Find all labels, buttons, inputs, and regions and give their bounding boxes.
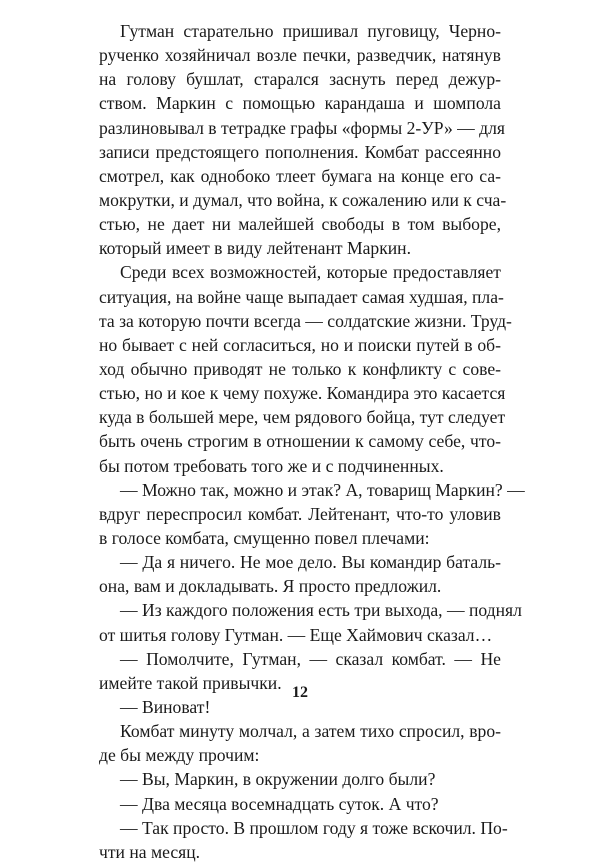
text-line: записи предстоящего пополнения. Комбат рассеянно bbox=[99, 141, 501, 162]
text-line: ситуация, на войне чаще выпадает самая худшая, пла- bbox=[99, 286, 504, 307]
text-line: разлиновывал в тетрадке графы «формы 2-УР» — для bbox=[99, 117, 505, 138]
text-line: Гутман старательно пришивал пуговицу, Черно- bbox=[120, 21, 501, 41]
text-line: от шитья голову Гутман. — Еще Хаймович сказал… bbox=[99, 624, 493, 645]
text-line: но бывает с ней согласиться, но и поиски путей в об- bbox=[99, 334, 501, 355]
text-line: имейте такой привычки. bbox=[99, 672, 282, 693]
text-line: ством. Маркин с помощью карандаша и шомпола bbox=[99, 93, 501, 114]
text-line: она, вам и докладывать. Я просто предложил. bbox=[99, 576, 442, 597]
text-line: чти на месяц. bbox=[99, 841, 201, 862]
text-line: ход обычно приводят не только к конфликту с сове- bbox=[99, 358, 501, 379]
text-line: мокрутки, и думал, что война, к сожалению или к сча- bbox=[99, 189, 507, 210]
text-line: — Виноват! bbox=[120, 696, 211, 717]
text-line: — Из каждого положения есть три выхода, — поднял bbox=[120, 600, 522, 621]
text-line: — Помолчите, Гутман, — сказал комбат. — Не bbox=[120, 648, 501, 669]
text-line: быть очень строгим в отношении к самому себе, что- bbox=[99, 431, 501, 452]
text-line: который имеет в виду лейтенант Маркин. bbox=[99, 238, 411, 259]
text-line: — Да я ничего. Не мое дело. Вы командир баталь- bbox=[120, 552, 501, 573]
text-line: в голосе комбата, смущенно повел плечами: bbox=[99, 527, 430, 548]
text-line: смотрел, как однобоко тлеет бумага на конце его са- bbox=[99, 165, 501, 186]
page-body-text bbox=[99, 19, 525, 864]
text-line: та за которую почти всегда — солдатские жизни. Труд- bbox=[99, 310, 512, 331]
text-line: — Вы, Маркин, в окружении долго были? bbox=[120, 769, 436, 790]
text-line: вдруг переспросил комбат. Лейтенант, что-то уловив bbox=[99, 503, 501, 524]
page-number: 12 bbox=[292, 684, 308, 701]
text-line: стью, не дает ни малейшей свободы в том выборе, bbox=[99, 214, 501, 235]
text-line: — Можно так, можно и этак? А, товарищ Маркин? — bbox=[120, 479, 525, 500]
text-line: куда в большей мере, чем рядового бойца, тут следует bbox=[99, 407, 506, 428]
text-line: Среди всех возможностей, которые предоставляет bbox=[120, 262, 501, 283]
text-line: бы потом требовать того же и с подчиненных. bbox=[99, 455, 444, 476]
text-line: — Так просто. В прошлом году я тоже вскочил. По- bbox=[120, 817, 508, 838]
text-line: де бы между прочим: bbox=[99, 745, 260, 766]
text-line: — Два месяца восемнадцать суток. А что? bbox=[120, 793, 439, 814]
text-line: стью, но и кое к чему похуже. Командира это касается bbox=[99, 383, 506, 404]
text-line: на голову бушлат, старался заснуть перед дежур- bbox=[99, 69, 501, 90]
text-line: Комбат минуту молчал, а затем тихо спросил, вро- bbox=[120, 721, 501, 742]
text-line: рученко хозяйничал возле печки, разведчик, натянув bbox=[99, 45, 501, 66]
